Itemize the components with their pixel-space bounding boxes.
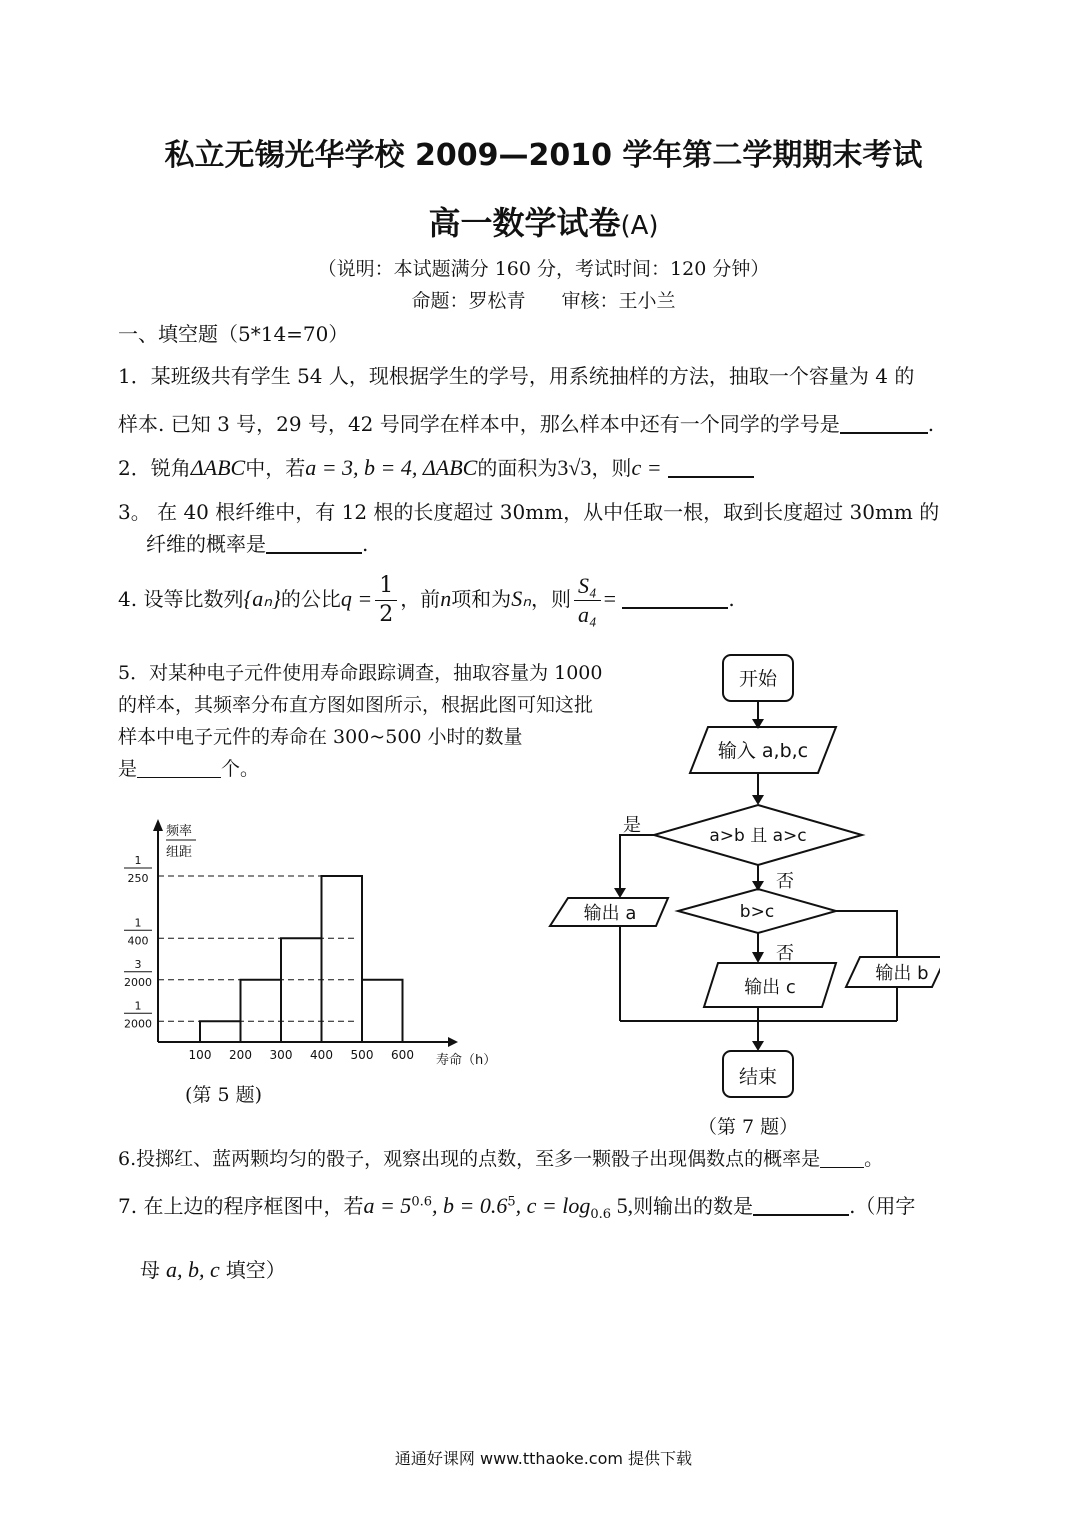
q4-text1: 的公比 [280, 587, 341, 611]
q4-ratio: q = [340, 586, 373, 611]
histogram-bar [322, 876, 363, 1042]
x-tick-label: 400 [310, 1048, 333, 1062]
q4-prefix: 4. 设等比数列 [118, 587, 244, 611]
histogram-bar [362, 980, 403, 1042]
paper-subtitle [0, 198, 1087, 244]
q4-end: . [728, 587, 735, 611]
authors-line [0, 286, 1087, 313]
histogram-bar [281, 938, 322, 1042]
q6-answer-blank[interactable] [820, 1147, 864, 1168]
q3-text: 纤维的概率是 [146, 532, 266, 556]
flow-out-b-label: 输出 b [875, 963, 929, 984]
y-tick-num: 1 [134, 999, 142, 1013]
q6-line [118, 1144, 883, 1171]
flow-cond2-label: b>c [739, 902, 775, 922]
q4-target-fraction [574, 572, 601, 629]
y-tick-num: 1 [134, 916, 142, 930]
q7-answer-blank[interactable] [753, 1194, 849, 1216]
x-tick-label: 100 [188, 1048, 212, 1062]
flow-end-label: 结束 [738, 1066, 778, 1088]
q5-caption: (第 5 题) [185, 1084, 262, 1106]
q4-ratio-den: 2 [379, 602, 394, 627]
q4-equals: = [603, 586, 617, 611]
y-axis-arrow [153, 819, 163, 831]
flow-start-label: 开始 [738, 668, 778, 690]
q7-b: , b = 0.6 [432, 1193, 508, 1218]
q4-sn: Sₙ [511, 586, 531, 611]
q2-text1: 中，若 [245, 456, 306, 480]
q4-text2: ，前 [400, 587, 441, 611]
q7-line2-vars: a, b, c [166, 1257, 220, 1282]
flow-out-c-label: 输出 c [744, 977, 796, 998]
reviewer: 审核：王小兰 [561, 290, 676, 312]
q7-line2-b: 填空） [225, 1258, 286, 1282]
q5-text4a: 是 [118, 758, 138, 780]
q3-line1: 3。 在 40 根纤维中，有 12 根的长度超过 30mm，从中任取一根，取到长度超过 30mm 的 [118, 500, 940, 524]
y-tick-den: 250 [127, 872, 149, 885]
footer-text: 通通好课网 www.tthaoke.com 提供下载 [394, 1449, 693, 1468]
flow-no2-label: 否 [776, 943, 794, 964]
q1-end: . [927, 412, 935, 436]
y-label-bottom: 组距 [166, 845, 193, 860]
q6-end: 。 [864, 1148, 884, 1170]
q7-text: 则输出的数是 [633, 1194, 754, 1218]
q5-line3: 样本中电子元件的寿命在 300~500 小时的数量 [118, 726, 523, 748]
q7-line2 [140, 1254, 286, 1283]
flow-out-a-label: 输出 a [583, 903, 637, 924]
q6-text: 6.投掷红、蓝两颗均匀的骰子，观察出现的点数，至多一颗骰子出现偶数点的概率是 [118, 1148, 821, 1170]
q2-text2: 的面积为 [477, 456, 558, 480]
subtitle-suffix: (A) [620, 211, 659, 241]
histogram-bar [241, 980, 282, 1042]
q4-n: n [440, 586, 452, 611]
q2-condition: a = 3, b = 4, ΔABC [305, 455, 478, 480]
q7-a: a = 5 [363, 1193, 412, 1218]
q2-area: 3√3 [557, 455, 592, 480]
q7-caption: （第 7 题） [698, 1116, 799, 1138]
q5-text4b: 个。 [221, 758, 260, 780]
q7-end: .（用字 [849, 1194, 916, 1218]
q2-ask: c = [631, 455, 662, 480]
q4-line [118, 572, 735, 629]
q4-text4: ，则 [530, 587, 571, 611]
q7-a-exp: 0.6 [411, 1194, 432, 1210]
y-tick-den: 2000 [124, 975, 152, 989]
y-tick-den: 2000 [124, 1017, 152, 1031]
q4-ratio-num: 1 [375, 572, 397, 601]
q2-answer-blank[interactable] [668, 456, 754, 478]
q7-line1 [118, 1190, 915, 1222]
subtitle-text: 高一数学试卷 [428, 204, 621, 242]
q2-triangle: ΔABC [190, 455, 246, 480]
histogram-bar [200, 1021, 241, 1042]
q1-text: 样本. 已知 3 号，29 号，42 号同学在样本中，那么样本中还有一个同学的学号是 [118, 412, 840, 436]
q5-answer-blank[interactable] [137, 757, 221, 778]
q7-b-exp: 5 [507, 1194, 516, 1210]
q4-answer-blank[interactable] [622, 587, 728, 609]
q5-line1: 5．对某种电子元件使用寿命跟踪调查，抽取容量为 1000 [118, 662, 603, 684]
exam-title: 私立无锡光华学校 2009—2010 学年第二学期期末考试 [164, 138, 923, 173]
q1-line1: 1．某班级共有学生 54 人，现根据学生的学号，用系统抽样的方法，抽取一个容量为 4 的 [118, 364, 915, 388]
exam-note: （说明：本试题满分 160 分，考试时间：120 分钟） [317, 258, 770, 280]
q4-sequence: {aₙ} [243, 586, 281, 611]
x-tick-label: 600 [391, 1048, 414, 1062]
q4-target-den: a₄ [577, 602, 597, 627]
q1-answer-blank[interactable] [840, 412, 928, 434]
y-tick-num: 3 [134, 957, 142, 971]
y-tick-num: 1 [134, 854, 142, 867]
flow-input-label: 输入 a,b,c [717, 740, 809, 762]
x-axis-label: 寿命（h） [436, 1053, 497, 1068]
flow-cond1-label: a>b 且 a>c [709, 826, 807, 846]
flow-yes-label: 是 [623, 815, 641, 836]
q5-line2: 的样本，其频率分布直方图如图所示，根据此图可知这批 [118, 694, 594, 716]
flow-arrowheads [614, 719, 764, 1051]
q7-c-end: 5, [611, 1193, 634, 1218]
x-tick-label: 500 [350, 1048, 374, 1062]
q4-ratio-fraction [375, 572, 397, 629]
q3-end: . [362, 532, 369, 556]
q4-text3: 项和为 [451, 587, 512, 611]
q7-prefix: 7. 在上边的程序框图中，若 [118, 1194, 364, 1218]
section-heading: 一、填空题（5*14=70） [118, 322, 349, 346]
q7-c: , c = log [515, 1193, 591, 1218]
x-axis-arrow [448, 1037, 458, 1047]
q7-c-sub: 0.6 [590, 1207, 612, 1222]
flow-no1-label: 否 [776, 871, 794, 892]
histogram-chart [110, 815, 510, 1075]
q3-answer-blank[interactable] [266, 532, 362, 554]
x-tick-label: 300 [269, 1048, 293, 1062]
q1-line2 [118, 408, 934, 437]
author: 命题：罗松青 [411, 290, 526, 312]
y-label-top: 频率 [166, 824, 193, 839]
q4-target-num: S₄ [574, 572, 601, 601]
q7-line2-a: 母 [140, 1258, 160, 1282]
q2-prefix: 2．锐角 [118, 456, 191, 480]
x-tick-label: 200 [229, 1048, 252, 1062]
q3-line2 [146, 528, 368, 557]
q5-line4 [118, 754, 259, 781]
q2-text3: ，则 [591, 456, 632, 480]
q2-line [118, 452, 754, 481]
flowchart [540, 645, 940, 1105]
y-tick-den: 400 [127, 934, 149, 948]
